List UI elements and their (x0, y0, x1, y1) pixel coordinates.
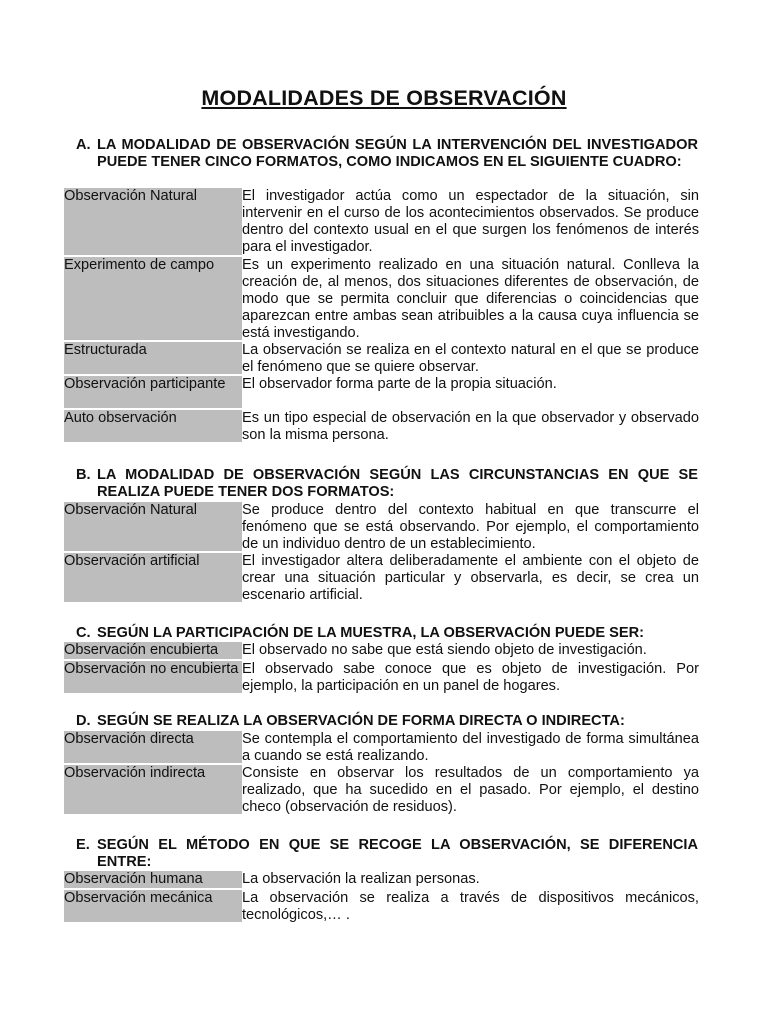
table-row (64, 871, 699, 890)
modalities-table-b (64, 502, 699, 604)
section-heading-text: SEGÚN EL MÉTODO EN QUE SE RECOGE LA OBSERVACIÓN, SE DIFERENCIA ENTRE: (97, 837, 698, 870)
row-label: Observación indirecta (64, 765, 242, 816)
section-heading-e (76, 837, 698, 871)
row-label: Auto observación (64, 410, 242, 444)
section-heading-text: LA MODALIDAD DE OBSERVACIÓN SEGÚN LA INTERVENCIÓN DEL INVESTIGADOR PUEDE TENER CINCO FORMATOS, COMO INDICAMOS EN EL SIGUIENTE CUADRO: (97, 137, 698, 170)
row-label: Observación Natural (64, 502, 242, 553)
row-label: Observación directa (64, 731, 242, 765)
row-description: La observación se realiza en el contexto natural en el que se produce el fenómeno que se quiere observar. (242, 342, 699, 375)
document-title: MODALIDADES DE OBSERVACIÓN (201, 86, 567, 110)
row-description: El investigador actúa como un espectador de la situación, sin intervenir en el curso de los acontecimientos observados. Se produce dentro del contexto usual en el que surgen los fenómenos de interés para el investigador. (242, 188, 699, 255)
section-letter: B. (76, 467, 91, 483)
modalities-table-e (64, 871, 699, 924)
section-heading-c (76, 625, 698, 642)
row-label: Observación mecánica (64, 890, 242, 924)
row-label: Observación humana (64, 871, 242, 890)
table-row (64, 890, 699, 924)
modalities-table-c (64, 642, 699, 695)
section-heading-text: SEGÚN LA PARTICIPACIÓN DE LA MUESTRA, LA OBSERVACIÓN PUEDE SER: (97, 625, 645, 641)
table-row (64, 731, 699, 765)
row-description: El investigador altera deliberadamente el ambiente con el objeto de crear una situación particular y observarla, es decir, se crea un escenario artificial. (242, 553, 699, 603)
row-label: Experimento de campo (64, 257, 242, 342)
section-heading-b (76, 467, 698, 501)
row-label: Observación no encubierta (64, 661, 242, 695)
row-description: Consiste en observar los resultados de un comportamiento ya realizado, que ha sucedido en el pasado. Por ejemplo, el destino checo (observación de residuos). (242, 765, 699, 815)
table-row (64, 642, 699, 661)
row-label: Observación artificial (64, 553, 242, 604)
section-heading-d (76, 713, 698, 730)
table-row (64, 342, 699, 376)
row-description: El observador forma parte de la propia situación. (242, 376, 557, 392)
section-letter: E. (76, 837, 90, 853)
row-label: Observación participante (64, 376, 242, 410)
row-label: Observación Natural (64, 188, 242, 257)
table-row (64, 410, 699, 444)
table-row (64, 553, 699, 604)
table-row (64, 188, 699, 257)
section-letter: C. (76, 625, 91, 641)
row-description: El observado no sabe que está siendo objeto de investigación. (242, 642, 647, 658)
row-description: La observación la realizan personas. (242, 871, 480, 887)
table-row (64, 765, 699, 816)
row-description: Se contempla el comportamiento del investigado de forma simultánea a cuando se está realizando. (242, 731, 699, 764)
section-letter: A. (76, 137, 91, 153)
section-heading-text: SEGÚN SE REALIZA LA OBSERVACIÓN DE FORMA DIRECTA O INDIRECTA: (97, 713, 625, 729)
row-description: Es un tipo especial de observación en la que observador y observado son la misma persona. (242, 410, 699, 443)
row-description: Se produce dentro del contexto habitual en que transcurre el fenómeno que se está observando. Por ejemplo, el comportamiento de un individuo dentro de un establecimiento. (242, 502, 699, 552)
section-letter: D. (76, 713, 91, 729)
section-heading-a (76, 137, 698, 171)
row-description: Es un experimento realizado en una situación natural. Conlleva la creación de, al menos, dos situaciones diferentes de observación, de modo que se permita concluir que diferencias o coincidencias que aparezcan entre ambas sean atribuibles a la causa cuya influencia se está investigando. (242, 257, 699, 341)
modalities-table-d (64, 731, 699, 816)
table-row (64, 376, 699, 410)
row-description: El observado sabe conoce que es objeto de investigación. Por ejemplo, la participación en un panel de hogares. (242, 661, 699, 694)
table-row (64, 502, 699, 553)
row-description: La observación se realiza a través de dispositivos mecánicos, tecnológicos,… . (242, 890, 699, 923)
row-label: Observación encubierta (64, 642, 242, 661)
table-row (64, 661, 699, 695)
section-heading-text: LA MODALIDAD DE OBSERVACIÓN SEGÚN LAS CIRCUNSTANCIAS EN QUE SE REALIZA PUEDE TENER DOS FORMATOS: (97, 467, 698, 500)
table-row (64, 257, 699, 342)
row-label: Estructurada (64, 342, 242, 376)
modalities-table-a (64, 188, 699, 444)
